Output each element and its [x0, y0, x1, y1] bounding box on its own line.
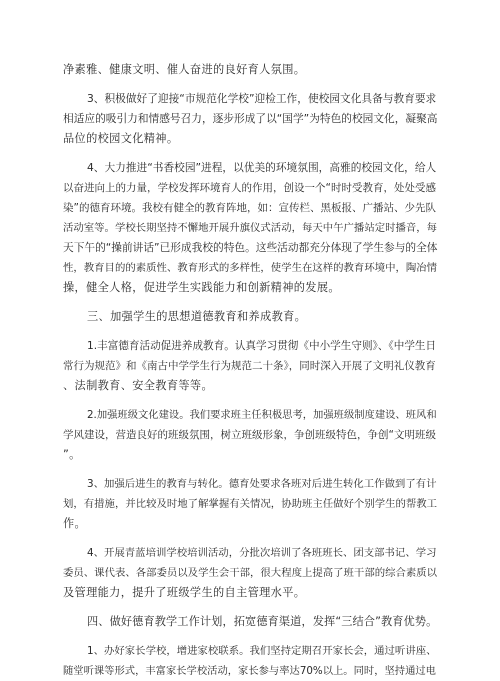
text-line: 操，健全人格，促进学生实践能力和创新精神的发展。 — [63, 281, 340, 294]
text-line: 2.加强班级文化建设。我们要求班主任积极思考，加强班级制度建设、班风和 — [87, 409, 437, 421]
text-line: 随堂听课等形式，丰富家长学校活动，家长参与率达70%以上。同时，坚持通过电 — [63, 665, 436, 677]
text-line: 作。 — [63, 517, 87, 530]
text-line: 常行为规范》和《南古中学学生行为规范二十条》，同时深入开展了文明礼仪教育 — [63, 360, 436, 372]
paragraph-parent-school — [63, 641, 437, 681]
text-line: 四、做好德育教学工作计划，拓宽德育渠道，发挥“三结合”教育优势。 — [87, 615, 438, 628]
text-line: 净素雅、健康文明、催人奋进的良好育人氛围。 — [63, 63, 306, 76]
text-line: 性，教育目的的素质性、教育形式的多样性，使学生在这样的教育环境中，陶冶情 — [63, 262, 438, 274]
section-heading-moral-education — [63, 307, 437, 327]
text-line: 染”的德育环境。我校有健全的教育阵地，如：宣传栏、黑板报、广播站、少先队 — [63, 202, 436, 214]
text-line: 、法制教育、安全教育等等。 — [63, 379, 213, 392]
text-line: 品位的校园文化精神。 — [63, 132, 179, 145]
paragraph-student-cadre-training — [63, 543, 437, 603]
text-line: 1、办好家长学校，增进家校联系。我们坚持定期召开家长会，通过听讲座、 — [87, 645, 437, 657]
text-line: ”。 — [63, 448, 81, 461]
text-line: 学风建设，营造良好的班级氛围，树立班级形象，争创班级特色，争创“文明班级 — [63, 429, 436, 441]
text-line: 活动室等。学校长期坚持不懈地开展升旗仪式活动，每天中午广播站定时播音，每 — [63, 222, 438, 234]
text-line: 以奋进向上的力量，学校发挥环境育人的作用，创设一个“时时受教育，处处受感 — [63, 182, 436, 194]
paragraph-campus-atmosphere — [63, 60, 437, 80]
text-line: 3、积极做好了迎接“市规范化学校”迎检工作，使校园文化具备与教育要求 — [87, 92, 437, 105]
text-line: 4、大力推进“书香校园”进程，以优美的环境氛围，高雅的校园文化，给人 — [87, 161, 437, 174]
paragraph-standardized-school-inspection — [63, 89, 437, 149]
paragraph-struggling-students — [63, 474, 437, 534]
text-line: 划，有措施，并比较及时地了解掌握有关情况，协助班主任做好个别学生的帮教工 — [63, 498, 438, 510]
document-body — [63, 0, 437, 681]
text-line: 三、加强学生的思想道德教育和养成教育。 — [87, 310, 307, 323]
section-heading-work-plan — [63, 612, 437, 632]
text-line: 4、开展青蓝培训学校培训活动，分批次培训了各班班长、团支部书记、学习 — [87, 547, 437, 559]
paragraph-scholarly-campus — [63, 158, 437, 298]
text-line: 1.丰富德育活动促进养成教育。认真学习贯彻《中小学生守则》、《中学生日 — [87, 340, 437, 352]
text-line: 相适应的吸引力和情感号召力，逐步形成了以“国学”为特色的校园文化，凝聚高 — [63, 112, 438, 125]
paragraph-class-culture — [63, 405, 437, 465]
text-line: 委员、课代表、各部委员以及学生会干部，很大程度上提高了班干部的综合素质以 — [63, 567, 438, 579]
text-line: 及管理能力，提升了班级学生的自主管理水平。 — [63, 586, 306, 599]
paragraph-habit-education — [63, 336, 437, 396]
text-line: 天下午的“操前讲话”已形成我校的特色。这些活动都充分体现了学生参与的全体 — [63, 241, 438, 254]
text-line: 3、加强后进生的教育与转化。德育处要求各班对后进生转化工作做到了有计 — [87, 478, 437, 490]
